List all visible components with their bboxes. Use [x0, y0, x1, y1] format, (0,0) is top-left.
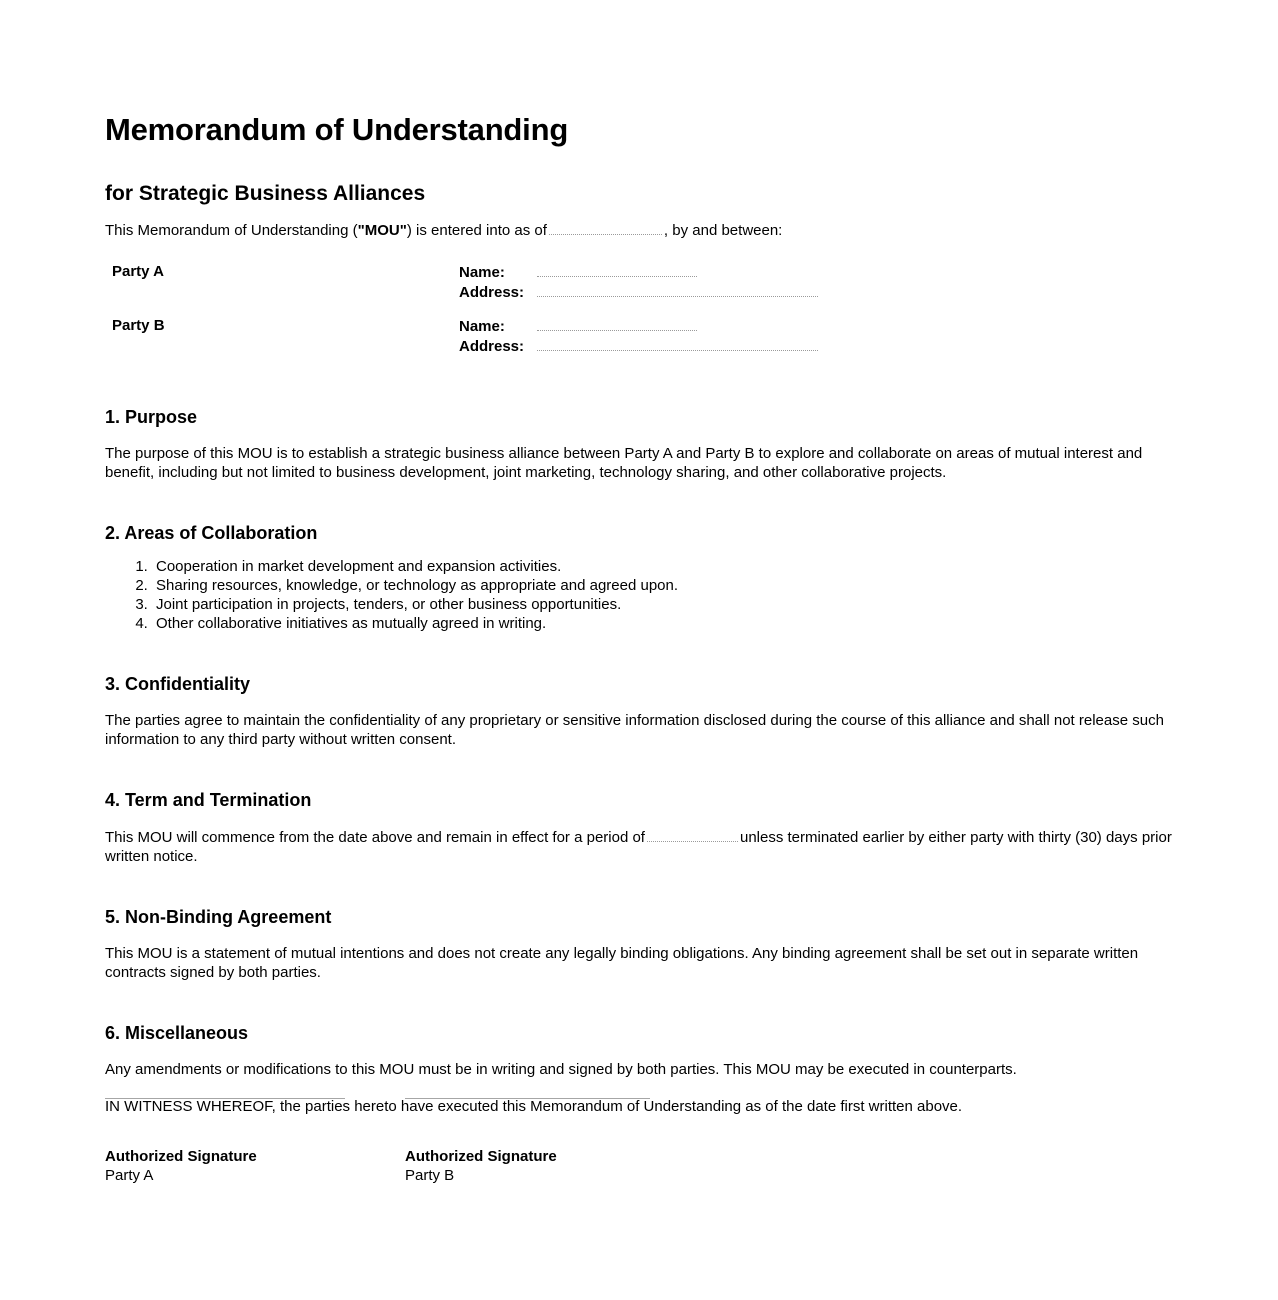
- intro-text-before: This Memorandum of Understanding (: [105, 222, 358, 239]
- party-b-address-line: [459, 336, 1179, 356]
- party-b-name-input[interactable]: [537, 316, 697, 331]
- signature-party-a-label: Party A: [105, 1167, 154, 1184]
- page-subtitle: for Strategic Business Alliances: [105, 182, 426, 205]
- party-b-label: Party B: [112, 317, 165, 334]
- party-a-fields: [459, 262, 1179, 302]
- party-a-name-input[interactable]: [537, 262, 697, 277]
- list-item: 4. Other collaborative initiatives as mutually agreed in writing.: [152, 614, 1177, 633]
- signature-column-party-a: [105, 1098, 345, 1185]
- term-text-after: unless terminated earlier by either party with thirty (30) days prior written notice.: [105, 829, 1172, 865]
- party-row-a: [105, 262, 1177, 316]
- list-item: 3. Joint participation in projects, tenders, or other business opportunities.: [152, 595, 1177, 614]
- list-item: 1. Cooperation in market development and expansion activities.: [152, 557, 1177, 576]
- document-content: [105, 0, 1177, 1116]
- section-heading-purpose: 1. Purpose: [105, 407, 198, 427]
- party-a-address-line: [459, 282, 1179, 302]
- party-a-address-input[interactable]: [537, 282, 818, 297]
- mou-abbreviation: "MOU": [357, 222, 407, 239]
- signature-title-party-b: Authorized Signature: [405, 1148, 557, 1165]
- section-heading-non-binding: 5. Non-Binding Agreement: [105, 907, 332, 927]
- party-b-name-label: Name:: [459, 318, 505, 335]
- section-body-confidentiality: The parties agree to maintain the confidentiality of any proprietary or sensitive information disclosed during the course of this alliance and shall not release such information to any third party without written consent.: [105, 712, 1164, 748]
- party-row-b: [105, 316, 1177, 370]
- witness-clause: IN WITNESS WHEREOF, the parties hereto have executed this Memorandum of Understanding as of the date first written above.: [105, 1098, 963, 1115]
- party-a-address-label: Address:: [459, 284, 525, 301]
- party-a-name-label: Name:: [459, 264, 505, 281]
- section-body-non-binding: This MOU is a statement of mutual intentions and does not create any legally binding obligations. Any binding agreement shall be set out in separate written contracts signed by both parties.: [105, 945, 1139, 981]
- party-b-address-input[interactable]: [537, 336, 818, 351]
- intro-text-tail: , by and between:: [663, 222, 783, 239]
- intro-paragraph: [105, 207, 1177, 240]
- section-body-purpose: The purpose of this MOU is to establish a strategic business alliance between Party A and Party B to explore and collaborate on areas of mutual interest and benefit, including but not limited to business development, joint marketing, technology sharing, and other collaborative projects.: [105, 445, 1143, 481]
- party-b-name-line: [459, 316, 1179, 336]
- signature-party-b-label: Party B: [405, 1167, 455, 1184]
- parties-block: [105, 240, 1177, 370]
- section-heading-confidentiality: 3. Confidentiality: [105, 674, 251, 694]
- signature-column-party-b: [405, 1098, 650, 1185]
- party-a-label: Party A: [112, 263, 164, 280]
- areas-of-collaboration-list: [105, 544, 1177, 633]
- section-heading-areas: 2. Areas of Collaboration: [105, 523, 318, 543]
- party-a-name-line: [459, 262, 1179, 282]
- signature-title-party-a: Authorized Signature: [105, 1148, 257, 1165]
- party-b-address-label: Address:: [459, 338, 525, 355]
- section-body-miscellaneous: Any amendments or modifications to this MOU must be in writing and signed by both parties. This MOU may be executed in counterparts.: [105, 1061, 1017, 1078]
- agreement-date-blank[interactable]: [549, 220, 662, 235]
- section-heading-term: 4. Term and Termination: [105, 790, 312, 810]
- section-body-term: [105, 811, 1177, 866]
- list-item: 2. Sharing resources, knowledge, or technology as appropriate and agreed upon.: [152, 576, 1177, 595]
- term-period-blank[interactable]: [647, 827, 738, 842]
- term-text-before: This MOU will commence from the date above and remain in effect for a period of: [105, 829, 645, 846]
- section-heading-miscellaneous: 6. Miscellaneous: [105, 1023, 249, 1043]
- page-title: Memorandum of Understanding: [105, 112, 569, 147]
- party-b-fields: [459, 316, 1179, 356]
- intro-text-after: ) is entered into as of: [406, 222, 547, 239]
